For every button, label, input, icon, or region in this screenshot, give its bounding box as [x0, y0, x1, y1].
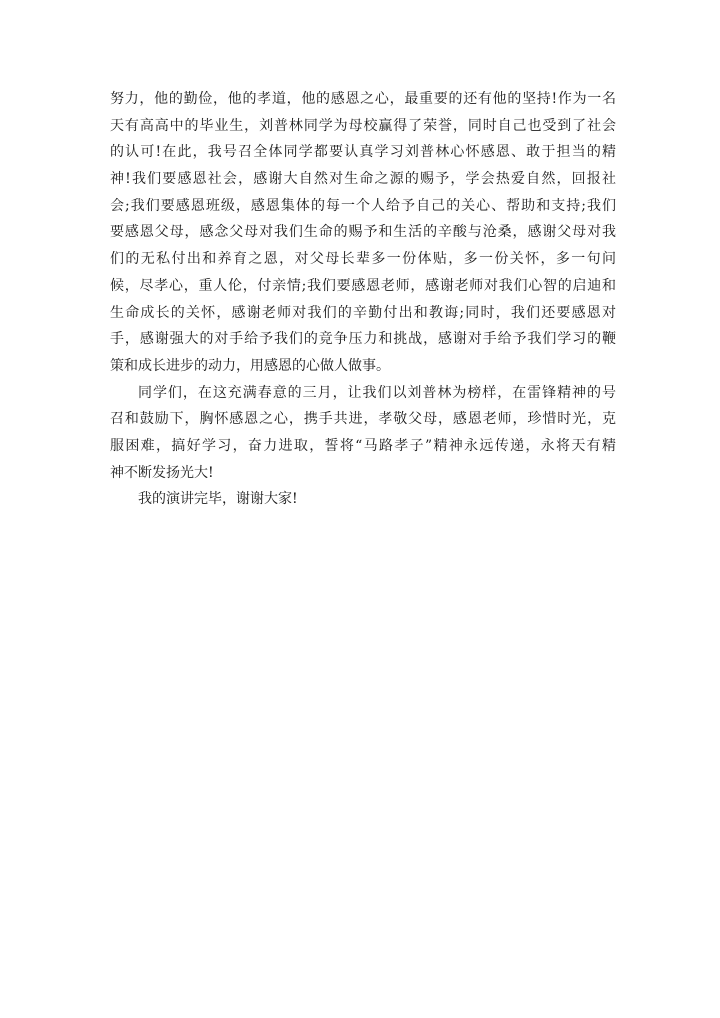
paragraph-3 [110, 486, 616, 513]
text-line: 生命成长的关怀，感谢老师对我们的辛勤付出和教诲;同时，我们还要感恩对 [110, 304, 616, 321]
text-line: 们的无私付出和养育之恩，对父母长辈多一份体贴，多一份关怀，多一句问 [110, 251, 616, 268]
text-line: 候，尽孝心，重人伦，付亲情;我们要感恩老师，感谢老师对我们心智的启迪和 [110, 277, 616, 294]
text-line: 召和鼓励下，胸怀感恩之心，携手共进，孝敬父母，感恩老师，珍惜时光，克 [110, 411, 616, 428]
paragraph-1 [110, 86, 616, 380]
paragraph-2 [110, 380, 616, 487]
text-line: 神!我们要感恩社会，感谢大自然对生命之源的赐予，学会热爱自然，回报社 [110, 171, 616, 188]
text-line: 神不断发扬光大! [110, 464, 214, 481]
closing-line: 我的演讲完毕，谢谢大家! [138, 491, 298, 508]
text-line: 会;我们要感恩班级，感恩集体的每一个人给予自己的关心、帮助和支持;我们 [110, 197, 616, 214]
speech-body [110, 86, 616, 513]
text-line: 的认可!在此，我号召全体同学都要认真学习刘普林心怀感恩、敢于担当的精 [110, 144, 616, 161]
text-line: 服困难，搞好学习，奋力进取，誓将“马路孝子”精神永远传递，永将天有精 [110, 437, 616, 454]
text-line: 天有高高中的毕业生，刘普林同学为母校赢得了荣誉，同时自己也受到了社会 [110, 117, 616, 134]
text-line: 策和成长进步的动力，用感恩的心做人做事。 [110, 357, 390, 374]
text-line: 要感恩父母，感念父母对我们生命的赐予和生活的辛酸与沧桑，感谢父母对我 [110, 224, 616, 241]
text-line: 同学们，在这充满春意的三月，让我们以刘普林为榜样，在雷锋精神的号 [138, 384, 616, 401]
text-line: 努力，他的勤俭，他的孝道，他的感恩之心，最重要的还有他的坚持!作为一名 [110, 91, 616, 107]
text-line: 手，感谢强大的对手给予我们的竞争压力和挑战，感谢对手给予我们学习的鞭 [110, 331, 616, 348]
